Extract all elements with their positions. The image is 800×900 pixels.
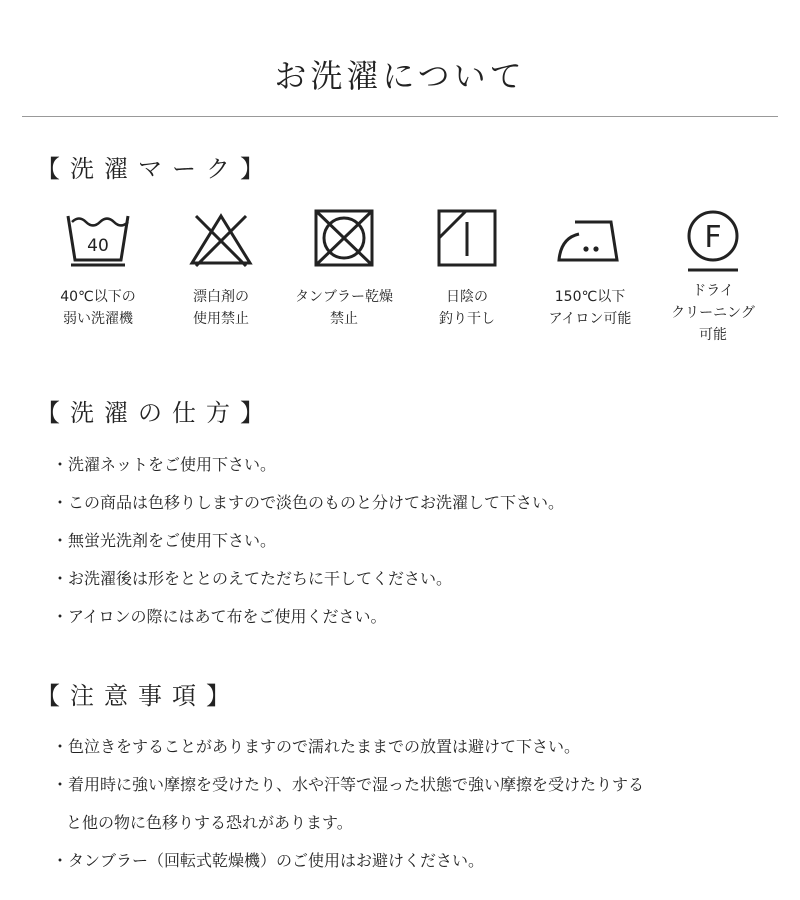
tumble-caption: タンブラー乾燥 禁止 [295,289,393,327]
how-to-wash-list [52,446,782,636]
dry-clean-letter: F [704,220,722,255]
list-item: ・着用時に強い摩擦を受けたり、水や汗等で湿った状態で強い摩擦を受けたりする と他の物に色移りする恐れがあります。 [52,775,645,832]
list-item: ・この商品は色移りしますので淡色のものと分けてお洗濯して下さい。 [52,493,565,512]
shade-line-dry-icon [434,208,500,268]
title-divider [22,116,778,117]
notes-list [52,728,782,880]
notes-heading: 【注意事項】 [36,682,240,710]
care-item-wash [38,208,158,358]
no-tumble-dry-icon [311,208,377,268]
care-item-dry [407,208,527,358]
care-item-tumble [284,208,404,358]
no-bleach-icon [188,208,254,268]
bleach-caption: 漂白剤の 使用禁止 [193,289,249,327]
care-marks-heading: 【洗濯マーク】 [36,155,274,183]
dry-clean-caption: ドライ クリーニング 可能 [671,283,755,343]
wash-caption: 40℃以下の 弱い洗濯機 [60,289,136,327]
list-item: ・アイロンの際にはあて布をご使用ください。 [52,607,387,626]
iron-150-icon [553,208,627,268]
how-to-wash-heading: 【洗濯の仕方】 [36,399,274,427]
list-item: ・色泣きをすることがありますので濡れたままでの放置は避けて下さい。 [52,737,581,756]
care-item-bleach [161,208,281,358]
list-item: ・タンブラー（回転式乾燥機）のご使用はお避けください。 [52,851,485,870]
dry-caption: 日陰の 釣り干し [439,289,495,327]
care-item-iron [530,208,650,358]
page-title: お洗濯について [274,57,526,95]
dry-clean-f-icon [680,208,746,274]
wash-temperature-label: 40 [87,236,109,256]
wash-40-icon [65,208,131,268]
care-icons-row [38,208,768,358]
list-item: ・お洗濯後は形をととのえてただちに干してください。 [52,569,453,588]
list-item: ・洗濯ネットをご使用下さい。 [52,455,277,474]
list-item: ・無蛍光洗剤をご使用下さい。 [52,531,277,550]
iron-caption: 150℃以下 アイロン可能 [548,289,632,327]
care-item-dry-clean [653,208,773,358]
